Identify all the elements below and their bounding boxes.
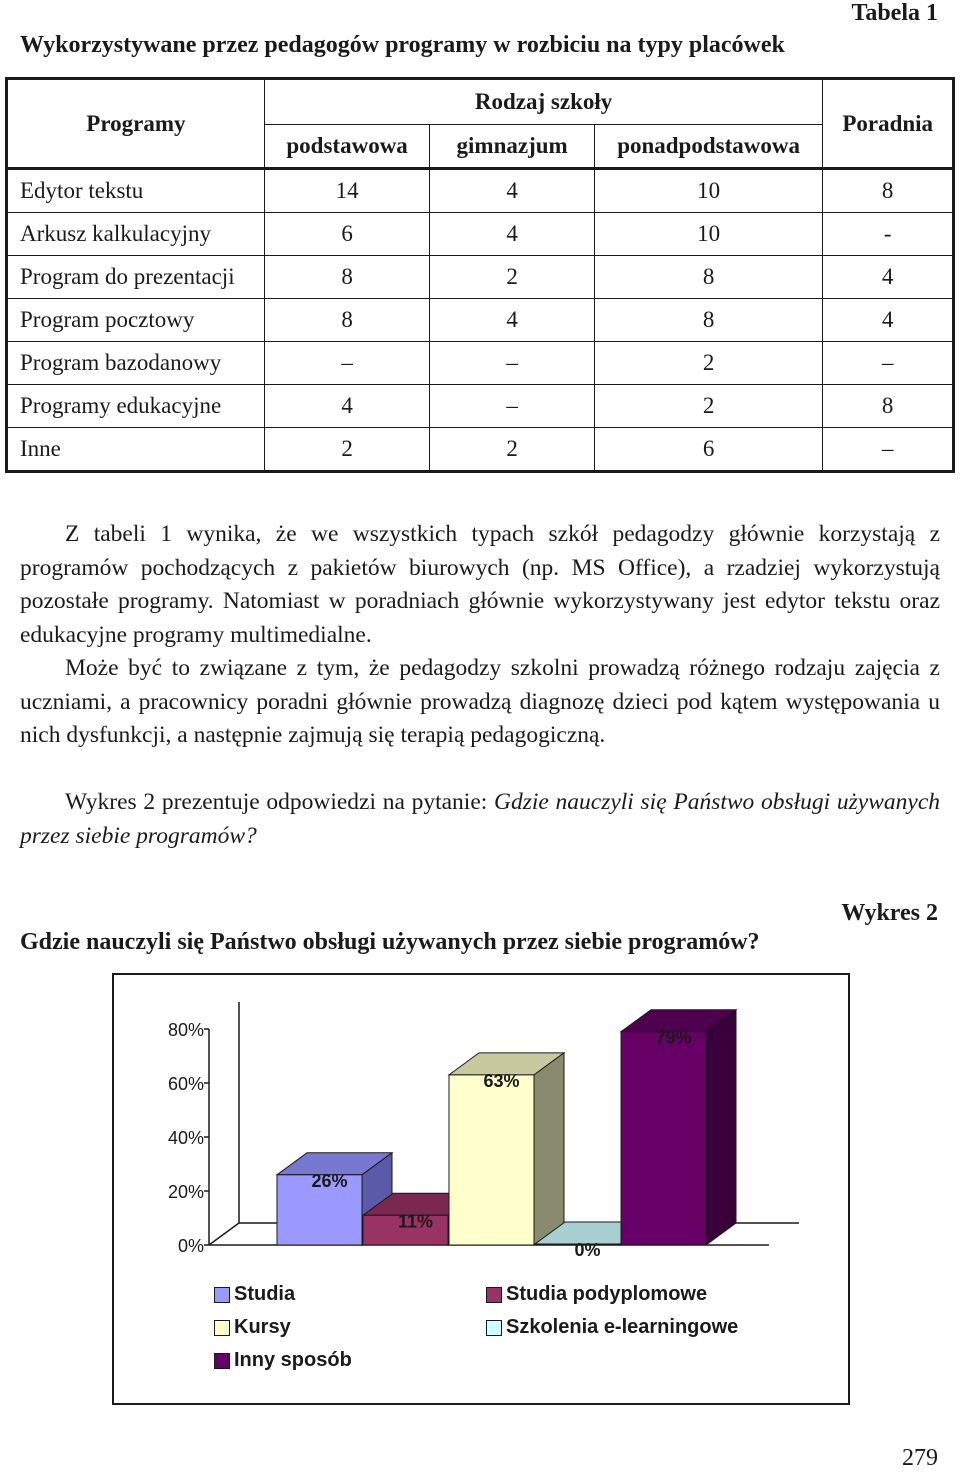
row-value: 2: [594, 342, 823, 385]
legend-item: [486, 1283, 707, 1306]
data-table: [5, 77, 955, 473]
legend-item: [214, 1349, 352, 1372]
legend-label: Studia: [234, 1283, 296, 1305]
row-value: 6: [264, 213, 430, 256]
y-tick-label: 0%: [177, 1236, 204, 1256]
row-value: 4: [430, 213, 594, 256]
row-value: 8: [264, 256, 430, 299]
chart-label: Wykres 2: [841, 900, 938, 926]
legend-swatch: [214, 1353, 230, 1369]
data-label: 11%: [397, 1211, 434, 1232]
data-label: 0%: [574, 1240, 601, 1260]
row-program-name: Program do prezentacji: [7, 256, 265, 299]
header-programs: Programy: [7, 79, 265, 169]
legend-label: Inny sposób: [234, 1349, 352, 1371]
row-value: 4: [264, 385, 430, 428]
row-value: 4: [430, 299, 594, 342]
header-middle: gimnazjum: [430, 125, 594, 169]
row-value: 8: [823, 385, 954, 428]
row-program-name: Program bazodanowy: [7, 342, 265, 385]
legend-swatch: [486, 1287, 502, 1303]
row-value: 4: [430, 169, 594, 213]
y-tick-label: 60%: [167, 1074, 204, 1094]
y-tick-label: 20%: [167, 1182, 204, 1202]
row-value: 6: [594, 428, 823, 472]
bar: [449, 1075, 534, 1245]
axis-depth: [209, 1002, 239, 1245]
legend-item: [214, 1283, 295, 1306]
row-program-name: Programy edukacyjne: [7, 385, 265, 428]
header-secondary: ponadpodstawowa: [594, 125, 823, 169]
table-row: [7, 428, 954, 472]
bar-side: [706, 1010, 736, 1245]
row-value: –: [264, 342, 430, 385]
paragraph-3-question: Gdzie nauczyli się Państwo obsługi używanych przez siebie programów?: [20, 789, 941, 849]
table-title: Wykorzystywane przez pedagogów programy w rozbiciu na typy placówek: [20, 32, 785, 58]
legend-swatch: [214, 1320, 230, 1336]
row-value: 2: [264, 428, 430, 472]
row-value: 14: [264, 169, 430, 213]
header-school-type: Rodzaj szkoły: [264, 79, 823, 125]
table-row: [7, 385, 954, 428]
row-value: 4: [823, 256, 954, 299]
row-program-name: Arkusz kalkulacyjny: [7, 213, 265, 256]
y-tick-label: 80%: [167, 1020, 204, 1040]
paragraph-3: [20, 786, 940, 853]
legend-label: Studia podyplomowe: [506, 1283, 708, 1305]
table-row: [7, 342, 954, 385]
data-label: 26%: [311, 1170, 348, 1191]
row-program-name: Program pocztowy: [7, 299, 265, 342]
legend-item: [214, 1316, 291, 1339]
row-value: 10: [594, 169, 823, 213]
legend-label: Kursy: [234, 1316, 291, 1338]
table-row: [7, 213, 954, 256]
paragraph-1: Z tabeli 1 wynika, że we wszystkich typach szkół pedagodzy głównie korzystają z programów pochodzących z pakietów biurowych (np. MS Office), a rzadziej wykorzystują pozostałe programy. Natomiast w poradniach głównie wykorzystywany jest edytor tekstu oraz edukacyjne programy multimedialne.: [20, 521, 940, 648]
chart-frame: [112, 973, 850, 1405]
table-row: [7, 256, 954, 299]
table-row: [7, 169, 954, 213]
row-value: 2: [430, 256, 594, 299]
header-counseling: Poradnia: [823, 79, 954, 169]
row-value: 10: [594, 213, 823, 256]
row-program-name: Edytor tekstu: [7, 169, 265, 213]
row-value: 8: [823, 169, 954, 213]
table-row: [7, 299, 954, 342]
legend-swatch: [214, 1287, 230, 1303]
paragraph-3-text: Wykres 2 prezentuje odpowiedzi na pytanie:: [65, 789, 494, 815]
data-label: 63%: [483, 1070, 520, 1091]
page-number: 279: [902, 1445, 938, 1471]
row-value: 8: [594, 299, 823, 342]
legend-swatch: [486, 1320, 502, 1336]
row-value: 2: [430, 428, 594, 472]
row-value: –: [430, 342, 594, 385]
legend-label: Szkolenia e-learningowe: [506, 1316, 739, 1338]
legend-item: [486, 1316, 738, 1339]
row-value: 8: [594, 256, 823, 299]
row-value: –: [430, 385, 594, 428]
row-program-name: Inne: [7, 428, 265, 472]
table-label: Tabela 1: [851, 0, 938, 26]
chart-title: Gdzie nauczyli się Państwo obsługi używanych przez siebie programów?: [20, 929, 760, 955]
row-value: -: [823, 213, 954, 256]
row-value: 4: [823, 299, 954, 342]
y-tick-label: 40%: [167, 1128, 204, 1148]
paragraph-2: Może być to związane z tym, że pedagodzy szkolni prowadzą różnego rodzaju zajęcia z uczniami, a pracownicy poradni głównie prowadzą diagnozę dzieci pod kątem występowania u nich dysfunkcji, a następnie zajmują się terapią pedagogiczną.: [20, 655, 940, 748]
header-primary: podstawowa: [264, 125, 430, 169]
row-value: –: [823, 342, 954, 385]
row-value: –: [823, 428, 954, 472]
bar: [621, 1032, 706, 1245]
row-value: 2: [594, 385, 823, 428]
row-value: 8: [264, 299, 430, 342]
bar-side: [534, 1053, 564, 1245]
data-label: 79%: [655, 1027, 692, 1048]
